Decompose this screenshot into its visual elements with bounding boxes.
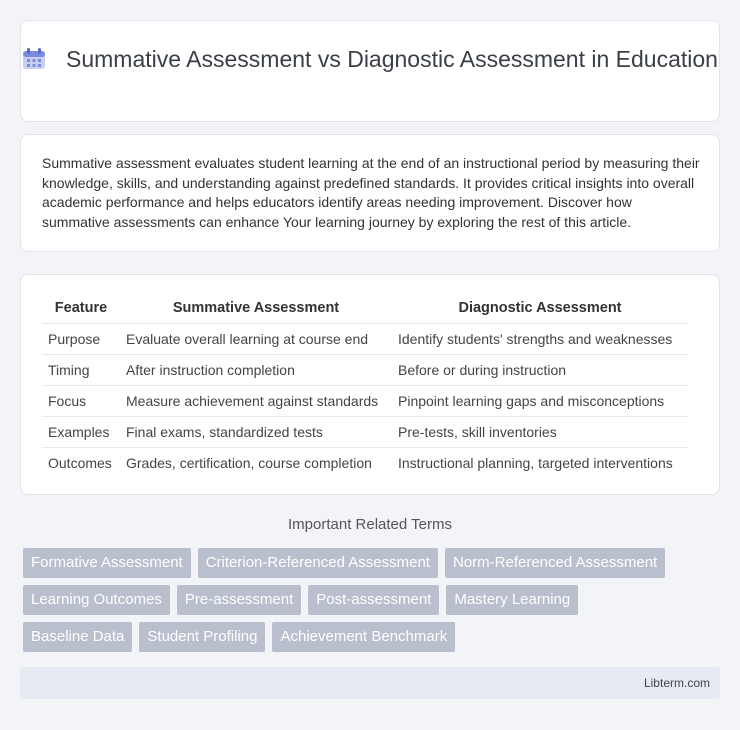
page-title-wrap xyxy=(21,45,719,74)
table-row xyxy=(42,354,688,385)
table-cell: Final exams, standardized tests xyxy=(120,416,392,447)
tag-pre-assessment[interactable]: Pre-assessment xyxy=(177,585,301,615)
table-header-row xyxy=(42,293,688,323)
table-cell: Timing xyxy=(42,354,120,385)
tag-mastery-learning[interactable]: Mastery Learning xyxy=(446,585,578,615)
table-cell: Purpose xyxy=(42,323,120,354)
intro-paragraph: Summative assessment evaluates student learning at the end of an instructional period by measuring their knowledge, skills, and understanding against predefined standards. It provides critical insights into overall academic performance and helps educators identify areas needing improvement. Discover how summative assessments can enhance Your learning journey by exploring the rest of this article. xyxy=(42,155,700,230)
tag-formative-assessment[interactable]: Formative Assessment xyxy=(23,548,191,578)
related-terms-list xyxy=(23,548,723,659)
header-feature: Feature xyxy=(42,293,120,323)
table-row xyxy=(42,447,688,478)
tag-post-assessment[interactable]: Post-assessment xyxy=(308,585,439,615)
tag-achievement-benchmark[interactable]: Achievement Benchmark xyxy=(272,622,455,652)
table-row xyxy=(42,323,688,354)
table-cell: Grades, certification, course completion xyxy=(126,454,372,471)
table-row xyxy=(42,385,688,416)
table-row xyxy=(42,416,688,447)
tag-student-profiling[interactable]: Student Profiling xyxy=(139,622,265,652)
page-title: Summative Assessment vs Diagnostic Assessment in Education xyxy=(66,46,718,72)
table-cell: Pre-tests, skill inventories xyxy=(392,416,688,447)
table-cell: Examples xyxy=(42,416,120,447)
comparison-table xyxy=(42,293,688,478)
table-cell: Outcomes xyxy=(48,454,112,471)
table-cell: Pinpoint learning gaps and misconceptions xyxy=(392,385,688,416)
tag-row xyxy=(23,622,723,652)
tag-criterion-referenced-assessment[interactable]: Criterion-Referenced Assessment xyxy=(198,548,438,578)
table-cell: After instruction completion xyxy=(120,354,392,385)
table-cell: Before or during instruction xyxy=(392,354,688,385)
header-diagnostic: Diagnostic Assessment xyxy=(392,293,688,323)
footer xyxy=(20,667,720,699)
table-cell: Instructional planning, targeted interventions xyxy=(398,454,673,471)
intro-card xyxy=(20,134,720,252)
tag-norm-referenced-assessment[interactable]: Norm-Referenced Assessment xyxy=(445,548,665,578)
calendar-icon xyxy=(22,48,46,70)
tag-learning-outcomes[interactable]: Learning Outcomes xyxy=(23,585,170,615)
footer-site-link[interactable]: Libterm.com xyxy=(643,676,710,690)
table-cell: Identify students' strengths and weaknesses xyxy=(392,323,688,354)
comparison-card xyxy=(20,274,720,495)
title-card xyxy=(20,20,720,122)
tag-baseline-data[interactable]: Baseline Data xyxy=(23,622,132,652)
table-cell: Evaluate overall learning at course end xyxy=(120,323,392,354)
related-terms-heading: Important Related Terms xyxy=(288,516,452,533)
table-cell: Focus xyxy=(42,385,120,416)
header-summative: Summative Assessment xyxy=(120,293,392,323)
tag-row xyxy=(23,585,723,615)
tag-row xyxy=(23,548,723,578)
table-cell: Measure achievement against standards xyxy=(120,385,392,416)
